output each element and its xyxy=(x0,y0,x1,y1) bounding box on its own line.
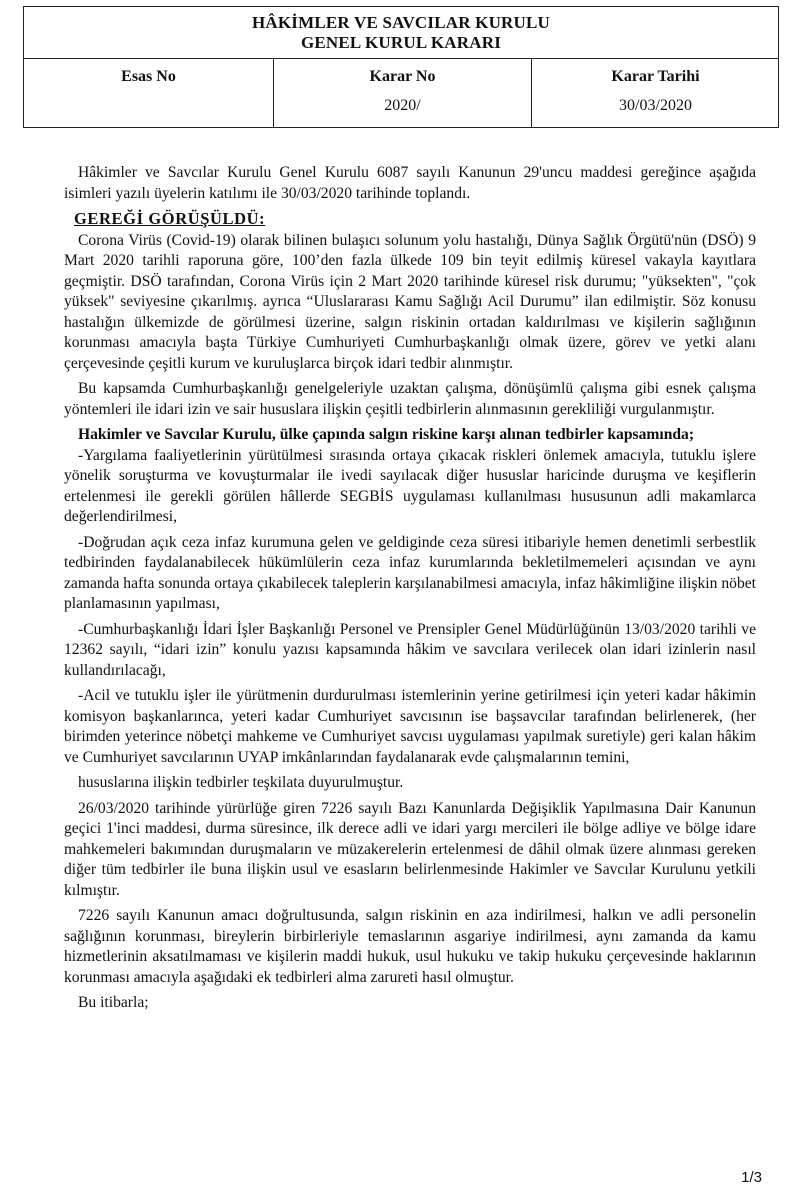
paragraph-additional-measures: 7226 sayılı Kanunun amacı doğrultusunda, salgın riskinin en aza indirilmesi, halkın ve adli personelin sağlığının korunması, bireylerin birbirleriyle temaslarının asgariye indirilmesi, aynı zamanda da kamu hizmetlerinin aksatılmaması ve kişilerin maddi hukuk, usul hukuku ve takip hukuku çerçevesinde haklarının korunması amacıyla aşağıdaki ek tedbirleri alma zarureti hasıl olmuştur. xyxy=(64,907,756,986)
paragraph-council-measures: Hakimler ve Savcılar Kurulu, ülke çapında salgın riskine karşı alınan tedbirler kapsamında; xyxy=(78,426,695,443)
paragraph-covid-background: Corona Virüs (Covid-19) olarak bilinen bulaşıcı solunum yolu hastalığı, Dünya Sağlık Örgütü'nün (DSÖ) 9 Mart 2020 tarihli raporuna göre, 100’den fazla ülkede 109 bin teyit edilmiş küresel vakayla kayıtlara geçmiştir. DSÖ tarafından, Corona Virüs için 2 Mart 2020 tarihinde küresel risk durumu; "yüksekten", "çok yüksek" seviyesine çıkarılmış. ayrıca “Uluslararası Kamu Sağlığı Acil Durumu” ilan edilmiştir. Söz konusu hastalığın ülkemizde de görülmesi üzerine, salgın riskinin ortadan kaldırılması ve kişilerin sağlığının korunması amacıyla başta Türkiye Cumhuriyeti Cumhurbaşkanlığı olmak üzere, görev ve yetki alanı çerçevesinde çeşitli kurum ve kuruluşlarca birçok idari tedbir alınmıştır. xyxy=(64,231,756,372)
section-heading-row xyxy=(64,209,756,231)
paragraph-presidential-circulars: Bu kapsamda Cumhurbaşkanlığı genelgeleriyle uzaktan çalışma, dönüşümlü çalışma gibi esnek çalışma yöntemleri ile idari izin ve sair hususlara ilişkin çeşitli tedbirlerin alınmasının gerekliliği vurgulanmıştır. xyxy=(64,380,756,418)
esas-no-value xyxy=(24,96,273,116)
decision-body xyxy=(64,163,756,1014)
karar-no-cell xyxy=(274,59,532,128)
paragraph-announced: hususlarına ilişkin tedbirler teşkilata duyurulmuştur. xyxy=(78,774,404,791)
karar-no-value: 2020/ xyxy=(384,97,421,114)
measure-duty-judges: -Acil ve tutuklu işler ile yürütmenin durdurulması istemlerinin yerine getirilmesi için yeteri kadar hâkimin komisyon başkanlarınca, yeteri kadar Cumhuriyet savcısının ise başsavcılar tarafından belirlenerek, (her birimden yeterince nöbetçi mahkeme ve Cumhuriyet savcısı uygulaması yapılmak suretiyle) geri kalan hâkim ve Cumhuriyet savcılarının UYAP imkânlarından faydalanarak evde çalışmalarının temini, xyxy=(64,687,756,766)
paragraph-law-7226: 26/03/2020 tarihinde yürürlüğe giren 7226 sayılı Bazı Kanunlarda Değişiklik Yapılmasına Dair Kanunun geçici 1'inci maddesi, durma süresince, ilk derece adli ve idari yargı mercileri ile bölge adliye ve bölge idare mahkemeleri bakımından duruşmaların ve müzakerelerin ertelenmesi de dâhil olmak üzere alınması gereken diğer tüm tedbirler ile buna ilişkin usul ve esasların belirlenmesinde Hakimler ve Savcılar Kurulunu yetkili kılmıştır. xyxy=(64,799,756,899)
esas-no-label: Esas No xyxy=(121,68,176,85)
council-name: HÂKİMLER VE SAVCILAR KURULU xyxy=(251,13,551,32)
karar-tarihi-label: Karar Tarihi xyxy=(611,68,700,85)
measure-hearings-postponed: -Yargılama faaliyetlerinin yürütülmesi sırasında ortaya çıkacak riskleri önlemek amacıyla, tutuklu işlere yönelik soruşturma ve kovuşturmalar ile ivedi sayılacak diğer hususlar haricinde duruşma ve keşiflerin ertelenmesi ile gerekli görülen hâllerde SEGBİS uygulaması kullanılması hususunun adli makamlarca değerlendirilmesi, xyxy=(64,446,756,525)
decision-type: GENEL KURUL KARARI xyxy=(300,33,502,52)
header-title xyxy=(24,7,778,59)
paragraph-therefore: Bu itibarla; xyxy=(78,994,149,1011)
measure-administrative-leave: -Cumhurbaşkanlığı İdari İşler Başkanlığı Personel ve Prensipler Genel Müdürlüğünün 13/03/2020 tarihli ve 12362 sayılı, “idari izin” konulu yazısı kapsamında hâkim ve savcılara verilecek olan idari izinlerin nasıl kullandırılacağı, xyxy=(64,620,756,679)
decision-header-table xyxy=(23,6,779,128)
karar-tarihi-cell xyxy=(532,59,779,128)
page-number: 1/3 xyxy=(741,1169,762,1186)
esas-no-cell xyxy=(24,59,274,128)
karar-no-label: Karar No xyxy=(369,68,436,85)
measure-enforcement-judges: -Doğrudan açık ceza infaz kurumuna gelen ve geldiginde ceza süresi itibariyle hemen denetimli serbestlik tedbirinden faydalanabilecek hükümlülerin ceza infaz kurumlarında bekletilmemeleri açısından ve aynı zamanda hafta sonunda ortaya çıkabilecek taleplerin karşılanabilmesi amacıyla, infaz hâkimliğine ilişkin nöbet planlamasının yapılması, xyxy=(64,533,756,612)
section-heading: GEREĞİ GÖRÜŞÜLDÜ: xyxy=(74,209,266,228)
intro-paragraph: Hâkimler ve Savcılar Kurulu Genel Kurulu 6087 sayılı Kanunun 29'uncu maddesi gereğince aşağıda isimleri yazılı üyelerin katılımı ile 30/03/2020 tarihinde toplandı. xyxy=(64,164,756,202)
karar-tarihi-value: 30/03/2020 xyxy=(619,97,692,114)
